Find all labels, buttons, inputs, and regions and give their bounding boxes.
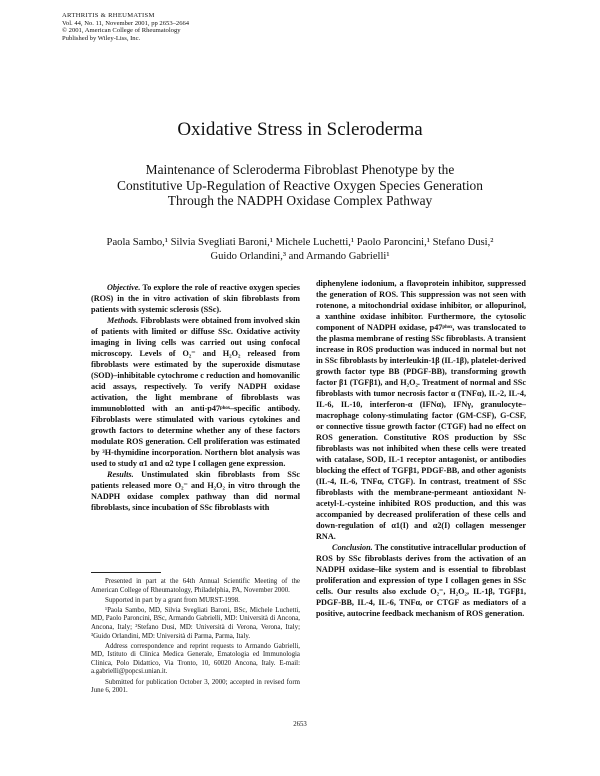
journal-header — [62, 12, 189, 42]
article-title: Oxidative Stress in Scleroderma — [177, 119, 423, 140]
conclusion-text: The constitutive intracellular production of ROS by SSc fibroblasts derives from the activation of an NADPH oxidase–like system and is essential to fibroblast proliferation and expression of type I collagen genes in SSc cells. Our results also exclude O₂⁻, H₂O₂, IL-1β, TGFβ1, PDGF-BB, IL-4, IL-6, TNFα, or CTGF as mediators of a positive, autocrine feedback mechanism of ROS generation. — [316, 543, 526, 618]
conclusion-label: Conclusion. — [332, 543, 373, 552]
objective-text: To explore the role of reactive oxygen species (ROS) in the in vitro activation of skin fibroblasts from patients with systemic sclerosis (SSc). — [91, 283, 300, 314]
results-continued: diphenylene iodonium, a flavoprotein inhibitor, suppressed the generation of ROS. This suppression was not seen with rotenone, a mitochondrial oxidase inhibitor, or allopurinol, a xanthine oxidase inhibitor. Furthermore, the cytosolic component of NADPH oxidase, p47ᵖʰᵒˣ, was translocated to the plasma membrane of resting SSc fibroblasts. A transient increase in ROS production was induced in normal but not in SSc fibroblasts by interleukin-1β (IL-1β), platelet-derived growth factor type BB (PDGF-BB), transforming growth factor β1 (TGFβ1), and H₂O₂. Treatment of normal and SSc fibroblasts with tumor necrosis factor α (TNFα), IL-2, IL-4, IL-6, IL-10, interferon-α (IFNα), IFNγ, granulocyte–macrophage colony-stimulating factor (GM-CSF), G-CSF, or connective tissue growth factor (CTGF) had no effect on ROS generation. Constitutive ROS production by SSc fibroblasts was not inhibited when these cells were treated with catalase, SOD, IL-1 receptor antagonist, or antibodies blocking the effect of TGFβ1, PDGF-BB, and other agonists (IL-4, IL-6, TNFα, CTGF). In contrast, treatment of SSc fibroblasts with the membrane-permeant antioxidant N-acetyl-L-cysteine inhibited ROS production, and this was accompanied by decreased proliferation of these cells and down-regulation of α1(I) and α2(I) collagen messenger RNA. — [316, 279, 526, 541]
objective-label: Objective. — [107, 283, 141, 292]
page-number: 2653 — [293, 721, 307, 728]
footnote: ¹Paola Sambo, MD, Silvia Svegliati Baroni, BSc, Michele Luchetti, MD, Paolo Paroncini, BSc, Armando Gabrielli, MD: Università di Ancona, Ancona, Italy; ²Stefano Dusi, MD: Università di Verona, Verona, Italy; ³Guido Orlandini, MD: Università di Parma, Parma, Italy. — [91, 606, 300, 640]
methods-text: Fibroblasts were obtained from involved skin of patients with limited or diffuse SSc. Oxidative activity imaging in living cells was carried out using confocal microscopy. Levels of O₂⁻ and H₂O₂ released from fibroblasts were estimated by the superoxide dismutase (SOD)–inhibitable cytochrome c reduction and homovanilic acid assays, respectively. To verify NADPH oxidase activation, the light membrane of fibroblasts was immunoblotted with an anti-p47ᵖʰᵒˣ–specific antibody. Fibroblasts were stimulated with various cytokines and growth factors to determine whether any of these factors modulate ROS generation. Cell proliferation was estimated by ³H-thymidine incorporation. Northern blot analysis was used to study α1 and α2 type I collagen gene expression. — [91, 316, 300, 468]
author-line: Paola Sambo,¹ Silvia Svegliati Baroni,¹ Michele Luchetti,¹ Paolo Paroncini,¹ Stefano Dusi,² — [106, 237, 494, 248]
footnote: Presented in part at the 64th Annual Scientific Meeting of the American College of Rheumatology, Philadelphia, PA, November 2000. — [91, 578, 300, 594]
results-label: Results. — [107, 470, 134, 479]
subtitle-line: Maintenance of Scleroderma Fibroblast Phenotype by the — [145, 162, 455, 177]
footnote: Submitted for publication October 3, 2000; accepted in revised form June 6, 2001. — [91, 678, 300, 695]
abstract-objective — [91, 282, 300, 315]
author-line: Guido Orlandini,³ and Armando Gabrielli¹ — [210, 251, 390, 262]
methods-label: Methods. — [107, 316, 139, 325]
journal-copyright: © 2001, American College of Rheumatology — [62, 27, 181, 35]
journal-name: ARTHRITIS & RHEUMATISM — [62, 12, 155, 19]
footnote-divider — [91, 572, 161, 573]
subtitle-line: Constitutive Up-Regulation of Reactive Oxygen Species Generation — [117, 177, 483, 193]
footnote: Address correspondence and reprint requests to Armando Gabrielli, MD, Istituto di Clinica Medica Generale, Ematologia ed Immunologia Clinica, Polo Didattico, Via Tronto, 10, 60020 Ancona, Italy. E-mail: a.gabrielli@popcsi.unian.it. — [91, 642, 300, 676]
abstract-results — [91, 469, 300, 513]
abstract-left-column — [91, 282, 300, 513]
journal-volume: Vol. 44, No. 11, November 2001, pp 2653–2664 — [62, 19, 190, 27]
footnotes — [91, 578, 300, 697]
journal-publisher: Published by Wiley-Liss, Inc. — [62, 34, 141, 42]
footnote: Supported in part by a grant from MURST-1998. — [105, 596, 240, 604]
subtitle-line: Through the NADPH Oxidase Complex Pathway — [167, 193, 433, 208]
article-subtitle — [90, 162, 510, 209]
results-text: Unstimulated skin fibroblasts from SSc patients released more O₂⁻ and H₂O₂ in vitro through the NADPH oxidase complex pathway than did normal fibroblasts, since incubation of SSc fibroblasts with — [91, 470, 301, 512]
abstract-conclusion — [316, 542, 526, 619]
abstract-methods — [91, 315, 300, 469]
abstract-right-column — [316, 278, 526, 619]
author-list — [70, 236, 530, 264]
